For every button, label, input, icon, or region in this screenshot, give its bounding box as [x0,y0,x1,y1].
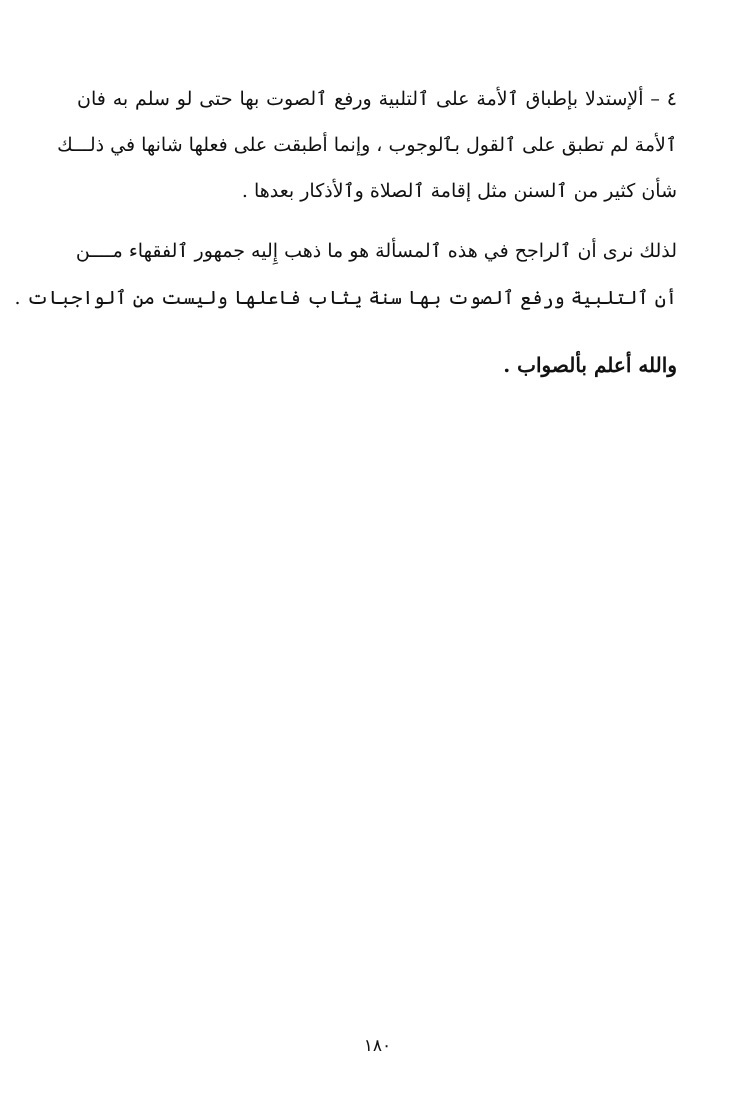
paragraph-2-line-2: أن ٱلتلبية ورفع ٱلصوت بها سنة يثاب فاعلها وليست من ٱلواجبات . [14,287,677,309]
paragraph-2-line-1: لذلك نرى أن ٱلراجح في هذه ٱلمسألة هو ما ذهب إِليه جمهور ٱلفقهاء مــــن [75,240,677,262]
page-number: ١٨٠ [363,1036,392,1056]
paragraph-1-line-2: ٱلأمة لم تطبق على ٱلقول بٱلوجوب ، وإنما أطبقت على فعلها شانها في ذلـــك [57,134,677,156]
paragraph-1-line-1: ٤ – ألإستدلا بإطباق ٱلأمة على ٱلتلبية ورفع ٱلصوت بها حتى لو سلم به فان [77,88,677,110]
paragraph-1-line-3: شأن كثير من ٱلسنن مثل إقامة ٱلصلاة وٱلأذكار بعدها . [241,180,677,202]
closing-phrase: والله أعلم بألصواب . [503,353,677,377]
